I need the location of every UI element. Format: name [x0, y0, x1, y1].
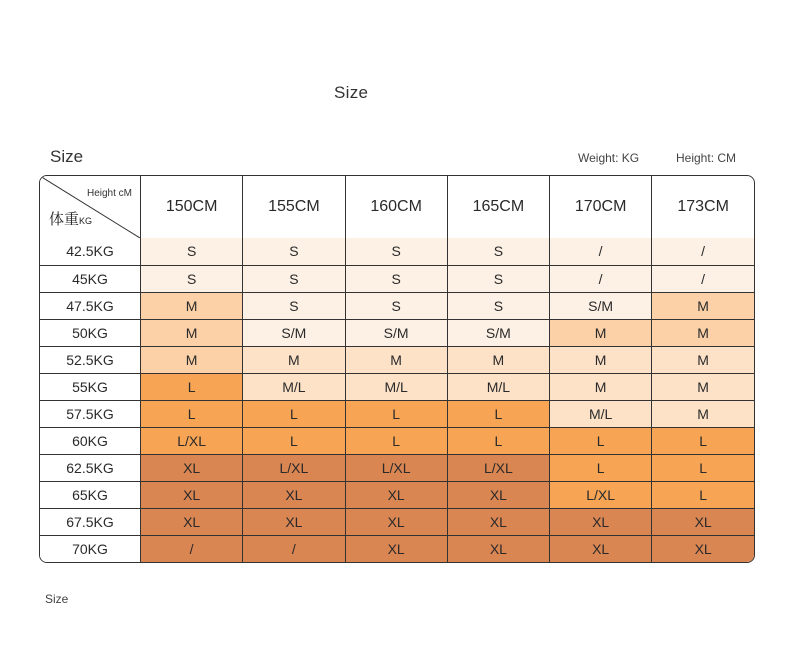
- size-cell: /: [141, 535, 243, 562]
- size-cell: L: [447, 427, 549, 454]
- size-cell: S/M: [243, 319, 345, 346]
- size-cell: XL: [345, 535, 447, 562]
- size-cell: L: [345, 427, 447, 454]
- table-row: [40, 265, 754, 292]
- corner-weight-text: 体重: [49, 211, 80, 228]
- height-header-cell: 160CM: [345, 176, 447, 238]
- size-cell: XL: [447, 481, 549, 508]
- weight-label-cell: 50KG: [40, 319, 141, 346]
- size-cell: S: [447, 238, 549, 265]
- size-cell: M: [141, 346, 243, 373]
- size-cell: L: [652, 481, 754, 508]
- weight-label-cell: 52.5KG: [40, 346, 141, 373]
- size-cell: XL: [141, 454, 243, 481]
- height-header-cell: 173CM: [652, 176, 754, 238]
- size-cell: L: [345, 400, 447, 427]
- size-cell: M: [141, 292, 243, 319]
- size-cell: M: [447, 346, 549, 373]
- size-cell: M: [243, 346, 345, 373]
- size-cell: XL: [243, 481, 345, 508]
- size-cell: L/XL: [243, 454, 345, 481]
- size-cell: L: [141, 400, 243, 427]
- size-cell: S: [345, 238, 447, 265]
- size-cell: M: [652, 346, 754, 373]
- size-cell: L/XL: [141, 427, 243, 454]
- footer-note: Size: [45, 592, 69, 606]
- size-cell: L: [447, 400, 549, 427]
- weight-label-cell: 65KG: [40, 481, 141, 508]
- weight-label-cell: 55KG: [40, 373, 141, 400]
- height-header-cell: 155CM: [243, 176, 345, 238]
- size-cell: /: [243, 535, 345, 562]
- size-table-grid: [40, 176, 754, 562]
- height-header-cell: 150CM: [141, 176, 243, 238]
- height-header-row: [40, 176, 754, 238]
- height-header-cell: 165CM: [447, 176, 549, 238]
- size-cell: L/XL: [550, 481, 652, 508]
- size-cell: M: [345, 346, 447, 373]
- table-row: [40, 238, 754, 265]
- table-row: [40, 400, 754, 427]
- size-cell: M: [550, 346, 652, 373]
- size-cell: S: [345, 265, 447, 292]
- weight-label-cell: 67.5KG: [40, 508, 141, 535]
- size-cell: XL: [652, 508, 754, 535]
- size-cell: /: [652, 265, 754, 292]
- size-cell: M: [652, 373, 754, 400]
- size-cell: S: [447, 292, 549, 319]
- weight-label-cell: 62.5KG: [40, 454, 141, 481]
- size-cell: L: [550, 427, 652, 454]
- weight-label-cell: 60KG: [40, 427, 141, 454]
- table-row: [40, 292, 754, 319]
- size-cell: L/XL: [447, 454, 549, 481]
- page-heading: Size: [334, 83, 369, 102]
- weight-label-cell: 45KG: [40, 265, 141, 292]
- table-title: Size: [50, 147, 84, 166]
- size-cell: S: [141, 265, 243, 292]
- size-cell: XL: [550, 535, 652, 562]
- height-unit-note: Height: CM: [676, 151, 737, 165]
- size-cell: XL: [550, 508, 652, 535]
- size-cell: S: [243, 292, 345, 319]
- size-chart-table: [39, 175, 755, 563]
- size-cell: M/L: [345, 373, 447, 400]
- size-cell: XL: [652, 535, 754, 562]
- size-table-body: [40, 238, 754, 562]
- size-cell: XL: [447, 508, 549, 535]
- size-cell: L: [243, 427, 345, 454]
- size-cell: M: [652, 319, 754, 346]
- table-row: [40, 427, 754, 454]
- size-cell: S/M: [447, 319, 549, 346]
- size-cell: L/XL: [345, 454, 447, 481]
- corner-weight-label: [49, 208, 92, 229]
- size-cell: /: [550, 265, 652, 292]
- size-cell: XL: [243, 508, 345, 535]
- size-cell: S: [243, 238, 345, 265]
- size-cell: M: [550, 319, 652, 346]
- weight-unit-note: Weight: KG: [578, 151, 640, 165]
- size-cell: M/L: [550, 400, 652, 427]
- size-cell: M/L: [447, 373, 549, 400]
- size-cell: XL: [447, 535, 549, 562]
- table-row: [40, 481, 754, 508]
- size-cell: L: [141, 373, 243, 400]
- height-header-cell: 170CM: [550, 176, 652, 238]
- size-cell: XL: [345, 481, 447, 508]
- weight-label-cell: 47.5KG: [40, 292, 141, 319]
- size-cell: S: [447, 265, 549, 292]
- table-row: [40, 454, 754, 481]
- size-cell: S: [141, 238, 243, 265]
- size-cell: L: [550, 454, 652, 481]
- table-row: [40, 508, 754, 535]
- size-cell: XL: [345, 508, 447, 535]
- corner-weight-unit: KG: [79, 216, 93, 226]
- table-row: [40, 373, 754, 400]
- size-cell: /: [652, 238, 754, 265]
- size-cell: M/L: [243, 373, 345, 400]
- corner-header-cell: [40, 176, 141, 238]
- size-cell: L: [243, 400, 345, 427]
- size-cell: S: [345, 292, 447, 319]
- size-cell: L: [652, 427, 754, 454]
- table-row: [40, 535, 754, 562]
- size-cell: M: [550, 373, 652, 400]
- size-cell: M: [652, 400, 754, 427]
- corner-height-label: Height cM: [86, 188, 132, 199]
- size-cell: S/M: [345, 319, 447, 346]
- size-cell: M: [652, 292, 754, 319]
- table-row: [40, 319, 754, 346]
- size-cell: S: [243, 265, 345, 292]
- weight-label-cell: 42.5KG: [40, 238, 141, 265]
- size-cell: S/M: [550, 292, 652, 319]
- table-row: [40, 346, 754, 373]
- weight-label-cell: 57.5KG: [40, 400, 141, 427]
- size-cell: M: [141, 319, 243, 346]
- size-cell: L: [652, 454, 754, 481]
- size-cell: XL: [141, 481, 243, 508]
- size-cell: XL: [141, 508, 243, 535]
- size-cell: /: [550, 238, 652, 265]
- weight-label-cell: 70KG: [40, 535, 141, 562]
